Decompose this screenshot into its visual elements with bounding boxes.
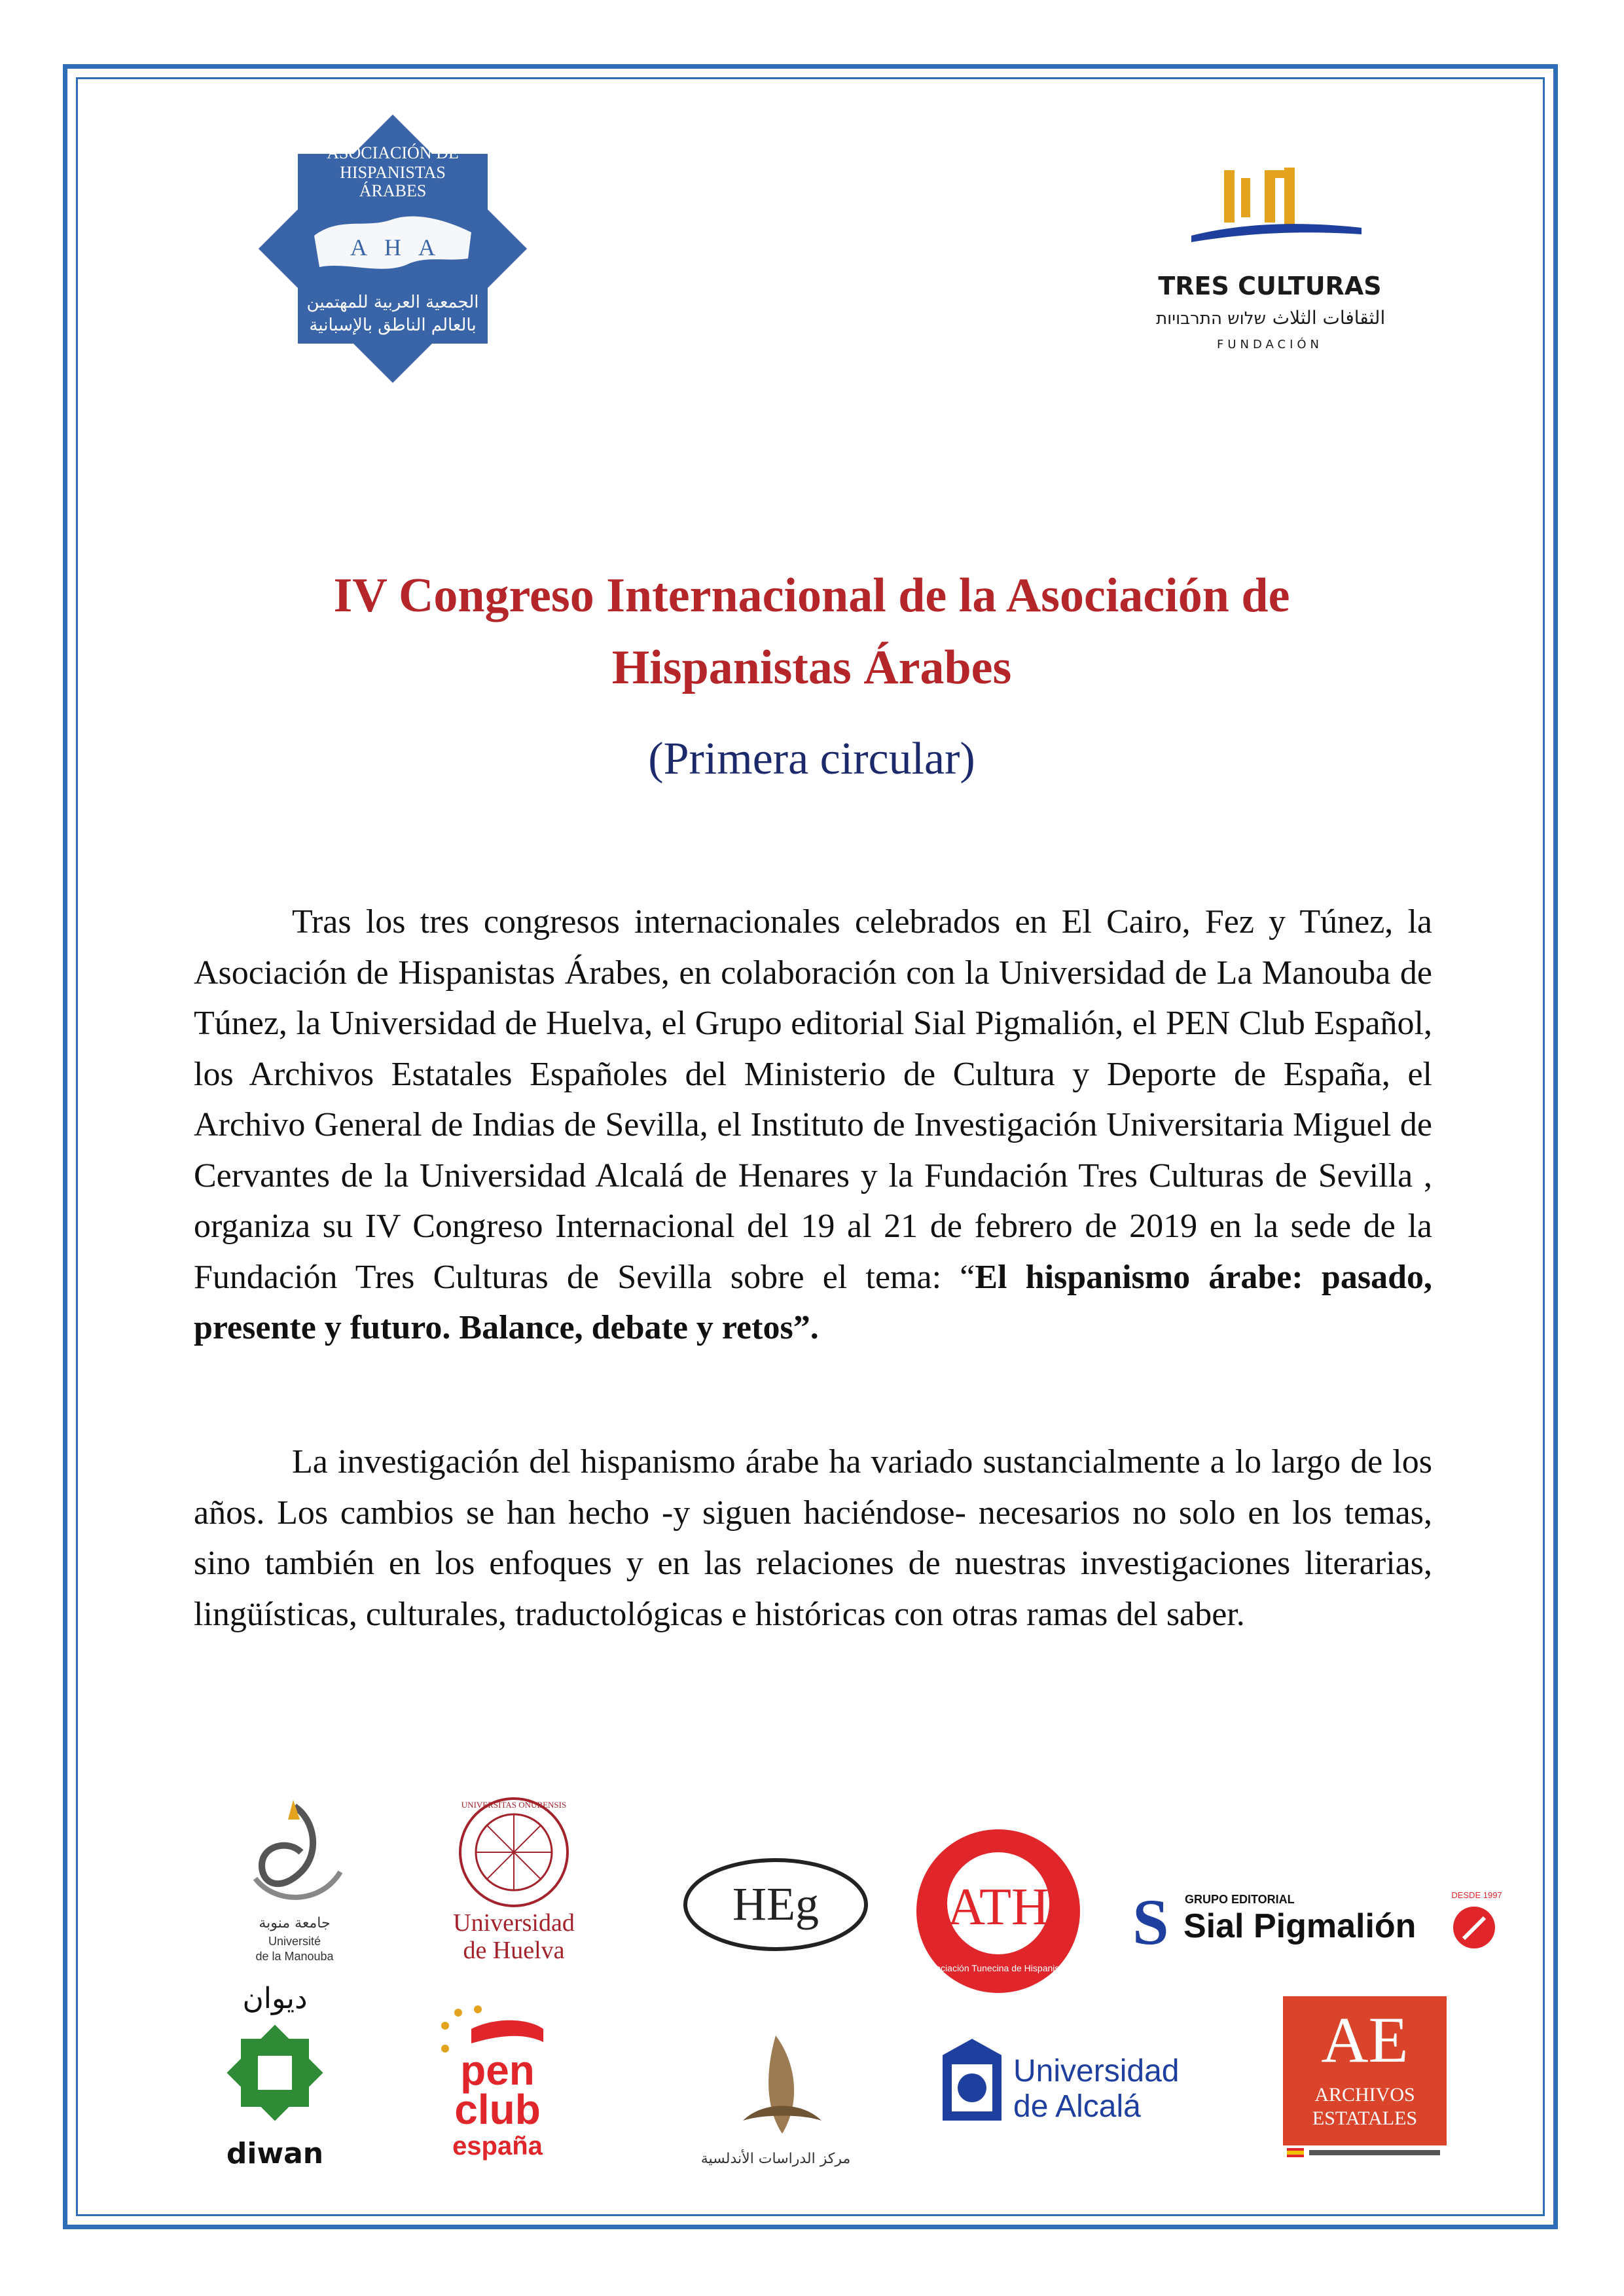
congress-title-line1: IV Congreso Internacional de la Asociación de <box>333 569 1290 622</box>
svg-text:Université: Université <box>268 1935 321 1948</box>
tres-culturas-logo <box>1113 105 1427 380</box>
circular-subtitle: (Primera circular) <box>648 734 975 784</box>
calligraphy-emblem-icon <box>691 2022 861 2179</box>
svg-text:ÁRABES: ÁRABES <box>359 181 427 200</box>
svg-text:الثقافات الثلاث: الثقافات الثلاث <box>1272 307 1386 329</box>
pen-club-logo <box>432 2003 563 2166</box>
svg-text:S: S <box>1132 1886 1169 1957</box>
svg-text:UNIVERSITAS ONUBENSIS: UNIVERSITAS ONUBENSIS <box>461 1800 567 1810</box>
svg-text:Sial Pigmalión: Sial Pigmalión <box>1183 1907 1416 1945</box>
svg-text:DESDE 1997: DESDE 1997 <box>1451 1890 1502 1900</box>
svg-text:A: A <box>418 234 435 260</box>
aha-logo <box>242 98 543 399</box>
sial-pigmalion-mark-icon <box>1126 1878 1506 1957</box>
svg-text:مركز الدراسات الأندلسية: مركز الدراسات الأندلسية <box>700 2151 851 2167</box>
ath-emblem-icon <box>910 1826 1087 1996</box>
calligraphy-logo <box>691 2022 861 2179</box>
huelva-logo <box>432 1793 596 1970</box>
heg-oval-icon <box>681 1856 871 1954</box>
manouba-logo <box>216 1793 373 1970</box>
svg-text:HEg: HEg <box>732 1878 819 1930</box>
svg-text:club: club <box>454 2086 541 2133</box>
archivos-estatales-mark-icon <box>1283 1996 1447 2160</box>
congress-title <box>196 560 1427 704</box>
svg-text:A: A <box>350 234 367 260</box>
svg-text:ATH: ATH <box>947 1878 1049 1936</box>
body-paragraph-1-text: Tras los tres congresos internacionales celebrados en El Cairo, Fez y Túnez, la Asociación de Hispanistas Árabes, en colaboración con la Universidad de La Manouba de Túnez, la Universidad de Huelva, el Grupo editorial Sial Pigmalión, el PEN Club Español, los Archivos Estatales Españoles del Ministerio de Cultura y Deporte de España, el Archivo General de Indias de Sevilla, el Instituto de Investigación Universitaria Miguel de Cervantes de la Universidad Alcalá de Henares y la Fundación Tres Culturas de Sevilla , organiza su IV Congreso Internacional del 19 al 21 de febrero de 2019 en la sede de la Fundación Tres Culturas de Sevilla sobre el tema: “ <box>194 903 1432 1296</box>
svg-text:FUNDACIÓN: FUNDACIÓN <box>1216 338 1324 351</box>
svg-text:pen: pen <box>460 2047 535 2094</box>
svg-text:TRES CULTURAS: TRES CULTURAS <box>1158 272 1382 300</box>
svg-text:de Alcalá: de Alcalá <box>1013 2089 1141 2124</box>
svg-text:diwan: diwan <box>226 2137 324 2170</box>
svg-text:Asociación Tunecina de Hispani: Asociación Tunecina de Hispanistas <box>924 1963 1072 1973</box>
svg-text:שלוש התרבויות: שלוש התרבויות <box>1156 309 1266 329</box>
sial-pigmalion-logo <box>1126 1878 1506 1957</box>
svg-text:de Huelva: de Huelva <box>463 1937 565 1964</box>
svg-text:جامعة منوبة: جامعة منوبة <box>259 1915 331 1931</box>
archivos-estatales-logo <box>1283 1996 1447 2160</box>
huelva-seal-icon <box>432 1793 596 1970</box>
diwan-star-icon <box>209 1977 340 2173</box>
svg-text:Universidad: Universidad <box>453 1909 575 1937</box>
svg-text:الجمعية العربية للمهتمين: الجمعية العربية للمهتمين <box>306 293 479 312</box>
alcala-logo <box>936 2036 1185 2127</box>
svg-text:ASOCIACIÓN DE: ASOCIACIÓN DE <box>327 143 459 162</box>
congress-title-line2: Hispanistas Árabes <box>611 641 1012 694</box>
svg-text:de la Manouba: de la Manouba <box>255 1950 334 1963</box>
diwan-logo <box>209 1977 340 2173</box>
svg-text:H: H <box>384 234 401 260</box>
tres-culturas-mark-icon <box>1113 105 1427 380</box>
svg-text:ESTATALES: ESTATALES <box>1312 2108 1418 2129</box>
svg-text:ديوان: ديوان <box>242 1982 308 2015</box>
svg-text:بالعالم الناطق بالإسبانية: بالعالم الناطق بالإسبانية <box>309 315 477 335</box>
svg-text:ARCHIVOS: ARCHIVOS <box>1314 2084 1415 2106</box>
alcala-crest-icon <box>936 2036 1185 2127</box>
heg-logo <box>681 1856 871 1954</box>
svg-text:españa: españa <box>452 2132 543 2161</box>
ath-logo <box>910 1826 1087 1996</box>
pen-club-mark-icon <box>432 2003 563 2166</box>
body-paragraph-2: La investigación del hispanismo árabe ha variado sustancialmente a lo largo de los años. Los cambios se han hecho -y siguen haciéndose- necesarios no solo en los temas, sino también en los enfoques y en las relaciones de nuestras investigaciones literarias, lingüísticas, culturales, traductológicas e históricas con otras ramas del saber. <box>194 1443 1432 1633</box>
manouba-calligraphy-icon <box>216 1793 373 1970</box>
svg-text:Universidad: Universidad <box>1013 2054 1180 2089</box>
aha-star-icon <box>242 98 543 399</box>
body-paragraph-1 <box>194 897 1432 1354</box>
svg-text:HISPANISTAS: HISPANISTAS <box>340 163 446 182</box>
congress-theme: El hispanismo árabe: pasado, presente y futuro. Balance, debate y retos”. <box>194 1258 1432 1346</box>
svg-text:GRUPO EDITORIAL: GRUPO EDITORIAL <box>1185 1893 1295 1906</box>
svg-text:AE: AE <box>1321 2003 1409 2076</box>
